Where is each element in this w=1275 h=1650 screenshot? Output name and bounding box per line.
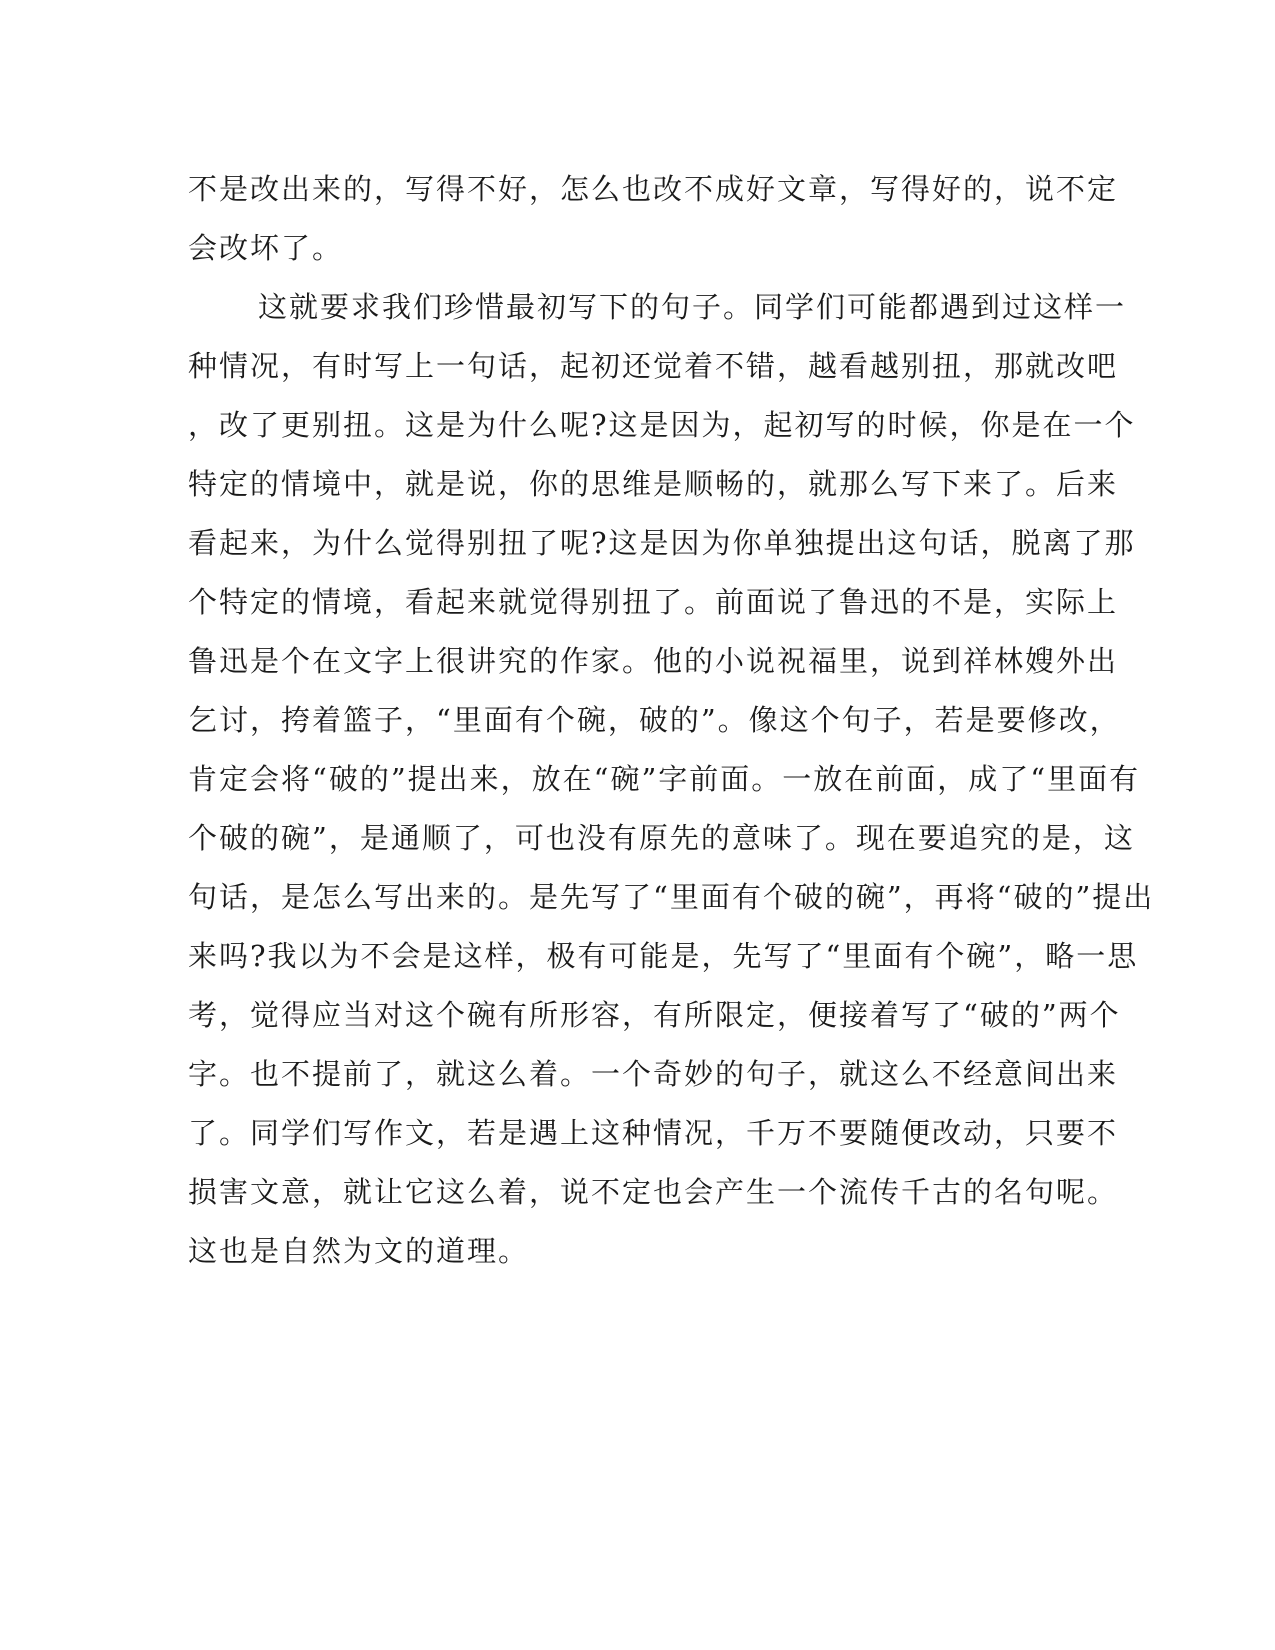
text-line: 考，觉得应当对这个碗有所形容，有所限定，便接着写了“破的”两个 (188, 998, 1121, 1032)
text-line: ，改了更别扭。这是为什么呢?这是因为，起初写的时候，你是在一个 (188, 408, 1136, 442)
paragraph-start-line: 这就要求我们珍惜最初写下的句子。同学们可能都遇到过这样一 (258, 290, 1127, 324)
text-line: 会改坏了。 (188, 231, 344, 265)
text-line: 了。同学们写作文，若是遇上这种情况，千万不要随便改动，只要不 (188, 1116, 1119, 1150)
body-text (188, 160, 1155, 1281)
text-line: 特定的情境中，就是说，你的思维是顺畅的，就那么写下来了。后来 (188, 467, 1119, 501)
text-line: 鲁迅是个在文字上很讲究的作家。他的小说祝福里，说到祥林嫂外出 (188, 644, 1119, 678)
text-line: 来吗?我以为不会是这样，极有可能是，先写了“里面有个碗”，略一思 (188, 939, 1139, 973)
text-line: 个特定的情境，看起来就觉得别扭了。前面说了鲁迅的不是，实际上 (188, 585, 1119, 619)
text-line: 字。也不提前了，就这么着。一个奇妙的句子，就这么不经意间出来 (188, 1057, 1119, 1091)
text-line: 个破的碗”，是通顺了，可也没有原先的意味了。现在要追究的是，这 (188, 821, 1135, 855)
text-line: 不是改出来的，写得不好，怎么也改不成好文章，写得好的，说不定 (188, 172, 1119, 206)
text-line: 肯定会将“破的”提出来，放在“碗”字前面。一放在前面，成了“里面有 (188, 762, 1141, 796)
text-line: 损害文意，就让它这么着，说不定也会产生一个流传千古的名句呢。 (188, 1175, 1119, 1209)
text-line: 乞讨，挎着篮子，“里面有个碗，破的”。像这个句子，若是要修改， (188, 703, 1121, 737)
text-line: 这也是自然为文的道理。 (188, 1234, 530, 1268)
text-line: 看起来，为什么觉得别扭了呢?这是因为你单独提出这句话，脱离了那 (188, 526, 1136, 560)
text-line: 句话，是怎么写出来的。是先写了“里面有个破的碗”，再将“破的”提出 (188, 880, 1155, 914)
text-line: 种情况，有时写上一句话，起初还觉着不错，越看越别扭，那就改吧 (188, 349, 1119, 383)
